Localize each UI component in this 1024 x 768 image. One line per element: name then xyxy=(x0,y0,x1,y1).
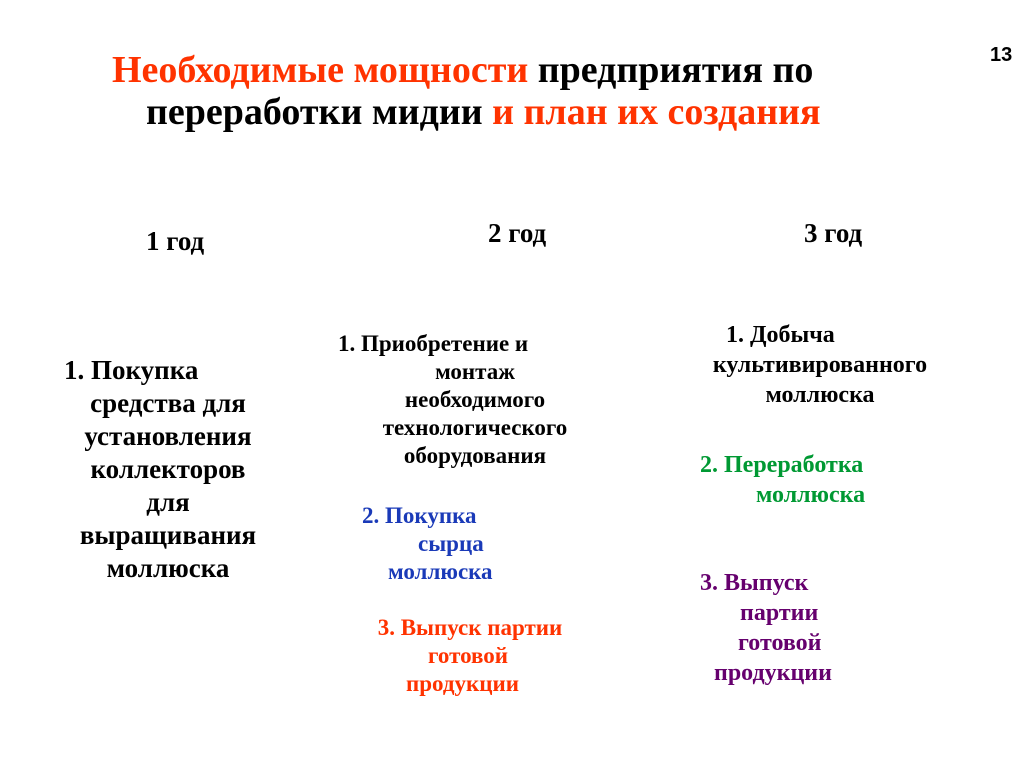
item-line: средства для xyxy=(90,388,246,418)
item-line: 1. Добыча xyxy=(726,322,835,348)
item-line: для xyxy=(146,487,190,517)
item-line: моллюска xyxy=(765,382,875,408)
title-highlight-1: Необходимые мощности xyxy=(112,49,529,91)
item-line: моллюска xyxy=(756,482,866,508)
item-line: готовой xyxy=(428,643,509,668)
item-line: установления xyxy=(84,421,252,451)
item-line: 2. Переработка xyxy=(700,452,864,478)
year-3-item-2 xyxy=(690,450,950,510)
item-line: монтаж xyxy=(435,359,515,384)
item-line: партии xyxy=(740,600,819,626)
item-line: коллекторов xyxy=(90,454,246,484)
year-2-item-1 xyxy=(330,330,620,470)
item-line: продукции xyxy=(714,660,832,686)
item-line: технологического xyxy=(382,415,568,440)
year-3-header: 3 год xyxy=(804,218,863,248)
slide-title-line-1 xyxy=(112,48,813,92)
year-1-header: 1 год xyxy=(146,226,205,256)
year-1-item-1 xyxy=(40,354,296,585)
year-2-item-3 xyxy=(320,614,620,698)
title-text-2: переработки мидии xyxy=(146,91,483,133)
item-line: 3. Выпуск xyxy=(700,570,809,596)
item-line: 2. Покупка xyxy=(362,503,477,528)
year-3-item-3 xyxy=(700,568,900,688)
item-line: выращивания xyxy=(79,520,257,550)
slide-title-line-2 xyxy=(146,90,821,134)
title-text-1: предприятия по xyxy=(528,49,814,91)
slide-number: 13 xyxy=(990,44,1013,66)
year-2-header: 2 год xyxy=(488,218,547,248)
item-line: оборудования xyxy=(403,443,547,468)
item-line: продукции xyxy=(406,671,520,696)
item-line: моллюска xyxy=(106,553,230,583)
item-line: 3. Выпуск партии xyxy=(377,615,563,640)
item-line: моллюска xyxy=(388,559,493,584)
year-3-item-1 xyxy=(660,320,980,410)
title-highlight-2: и план их создания xyxy=(482,91,821,133)
year-2-item-2 xyxy=(340,502,570,586)
item-line: культивированного xyxy=(712,352,928,378)
item-line: необходимого xyxy=(404,387,546,412)
item-line: 1. Покупка xyxy=(64,355,199,385)
item-line: готовой xyxy=(738,630,822,656)
item-line: сырца xyxy=(418,531,484,556)
item-line: 1. Приобретение и xyxy=(338,331,529,356)
